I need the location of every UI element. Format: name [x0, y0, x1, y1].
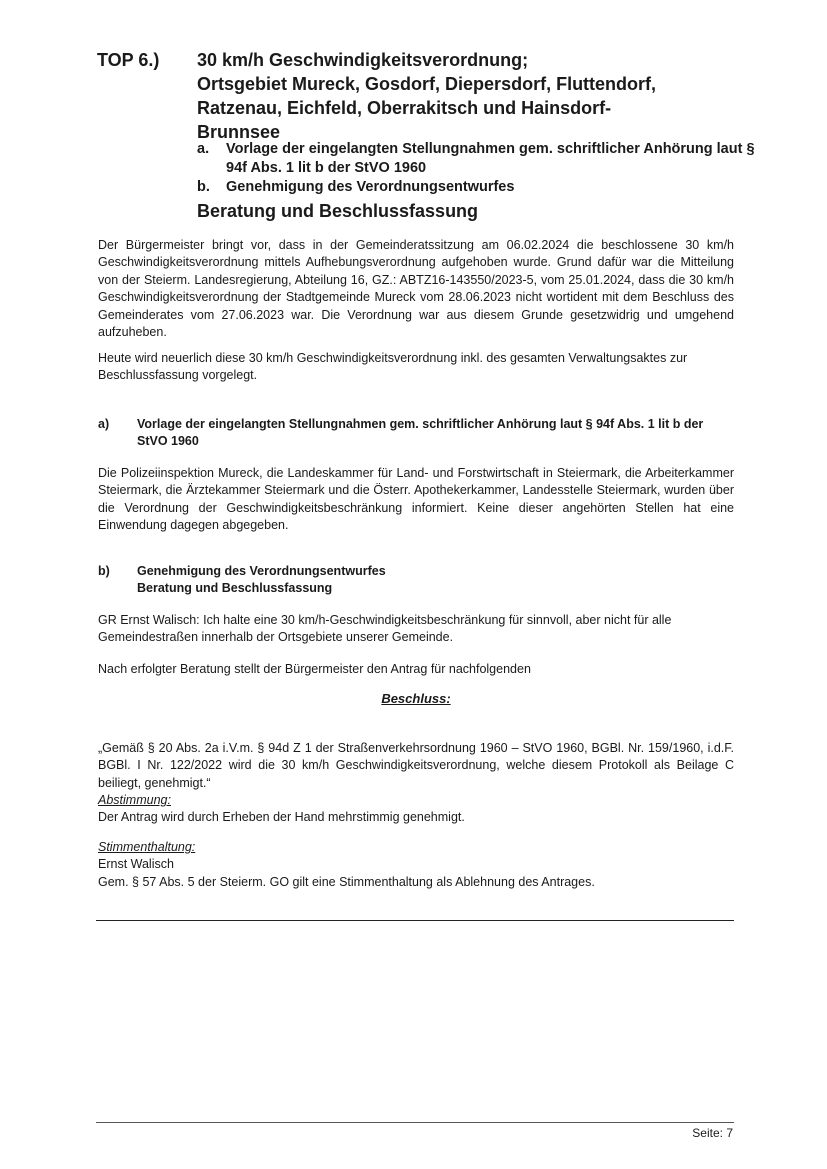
stimmenthaltung-block	[98, 839, 734, 891]
sub-item-letter: a.	[197, 141, 210, 157]
top-label: TOP 6.)	[97, 50, 160, 70]
sub-item-text: Genehmigung des Verordnungsentwurfes	[226, 179, 515, 195]
sub-item-text: Vorlage der eingelangten Stellungnahmen gem. schriftlicher Anhörung laut § 94f Abs. 1 lit b der StVO 1960	[226, 141, 755, 176]
top-title-line: 30 km/h Geschwindigkeitsverordnung;	[197, 50, 529, 70]
abstimmung-block	[98, 792, 734, 827]
section-b-title	[137, 563, 734, 598]
section-a-letter: a)	[98, 417, 110, 431]
section-b-title-line: Beratung und Beschlussfassung	[137, 581, 333, 596]
stimmenthaltung-label: Stimmenthaltung:	[98, 840, 196, 854]
abstimmung-label: Abstimmung:	[98, 793, 171, 807]
top-sub-list	[197, 140, 757, 197]
intro-paragraph-2: Heute wird neuerlich diese 30 km/h Geschwindigkeitsverordnung inkl. des gesamten Verwaltungsaktes zur Beschlussfassung vorgelegt.	[98, 351, 688, 383]
stimmenthaltung-name: Ernst Walisch	[98, 857, 174, 872]
top-title-line: Ratzenau, Eichfeld, Oberrakitsch und Hainsdorf-	[197, 98, 612, 118]
sub-item-letter: b.	[197, 179, 210, 195]
footer-divider	[96, 1122, 734, 1123]
abstimmung-text: Der Antrag wird durch Erheben der Hand mehrstimmig genehmigt.	[98, 810, 465, 825]
section-b-letter: b)	[98, 564, 110, 578]
section-divider	[96, 920, 734, 921]
section-a-title: Vorlage der eingelangten Stellungnahmen gem. schriftlicher Anhörung laut § 94f Abs. 1 lit b der StVO 1960	[137, 417, 704, 449]
page-number: Seite: 7	[692, 1126, 733, 1140]
top-title-line: Ortsgebiet Mureck, Gosdorf, Diepersdorf, Fluttendorf,	[197, 74, 657, 94]
top-sub-item	[197, 178, 757, 197]
top-sub-item	[197, 140, 757, 178]
beschluss-label: Beschluss:	[381, 691, 451, 706]
section-a-body: Die Polizeiinspektion Mureck, die Landeskammer für Land- und Forstwirtschaft in Steiermark, die Arbeiterkammer Steiermark, die Ärztekammer Steiermark und die Österr. Apothekerkammer, Landesstelle Steiermark, wurden über die Verordnung der Geschwindigkeitsbeschränkung informiert. Keine dieser angehörten Stellen hat eine Einwendung dagegen abgegeben.	[98, 466, 734, 533]
section-b-title-line: Genehmigung des Verordnungsentwurfes	[137, 564, 386, 578]
top-title-line: Brunnsee	[197, 122, 281, 142]
section-b-heading	[98, 563, 734, 598]
section-a-heading	[98, 416, 734, 451]
intro-paragraph: Der Bürgermeister bringt vor, dass in der Gemeinderatssitzung am 06.02.2024 die beschlossene 30 km/h Geschwindigkeitsverordnung mittels Aufhebungsverordnung aufgehoben wurde. Grund dafür war die Mitteilung von der Steierm. Landesregierung, Abteilung 16, GZ.: ABTZ16-143550/2023-5, vom 25.01.2024, dass die 30 km/h Geschwindigkeitsverordnung der Stadtgemeinde Mureck vom 28.06.2023 nicht wortident mit dem Beschluss des Gemeinderates vom 27.06.2023 war. Die Verordnung war aus diesem Grunde gesetzwidrig und umgehend aufzuheben.	[98, 238, 734, 340]
beschluss-text: „Gemäß § 20 Abs. 2a i.V.m. § 94d Z 1 der Straßenverkehrsordnung 1960 – StVO 1960, BGBl. Nr. 159/1960, i.d.F. BGBl. I Nr. 122/2022 wird die 30 km/h Geschwindigkeitsverordnung, welche diesem Protokoll als Beilage C beiliegt, genehmigt.“	[98, 741, 734, 790]
top-title	[197, 48, 757, 144]
top-footer: Beratung und Beschlussfassung	[197, 201, 479, 221]
stimmenthaltung-note: Gem. § 57 Abs. 5 der Steierm. GO gilt eine Stimmenthaltung als Ablehnung des Antrages.	[98, 874, 595, 889]
motion-paragraph: Nach erfolgter Beratung stellt der Bürgermeister den Antrag für nachfolgenden	[98, 662, 531, 676]
statement-paragraph: GR Ernst Walisch: Ich halte eine 30 km/h-Geschwindigkeitsbeschränkung für sinnvoll, aber nicht für alle Gemeindestraßen innerhalb der Ortsgebiete unserer Gemeinde.	[98, 613, 672, 645]
